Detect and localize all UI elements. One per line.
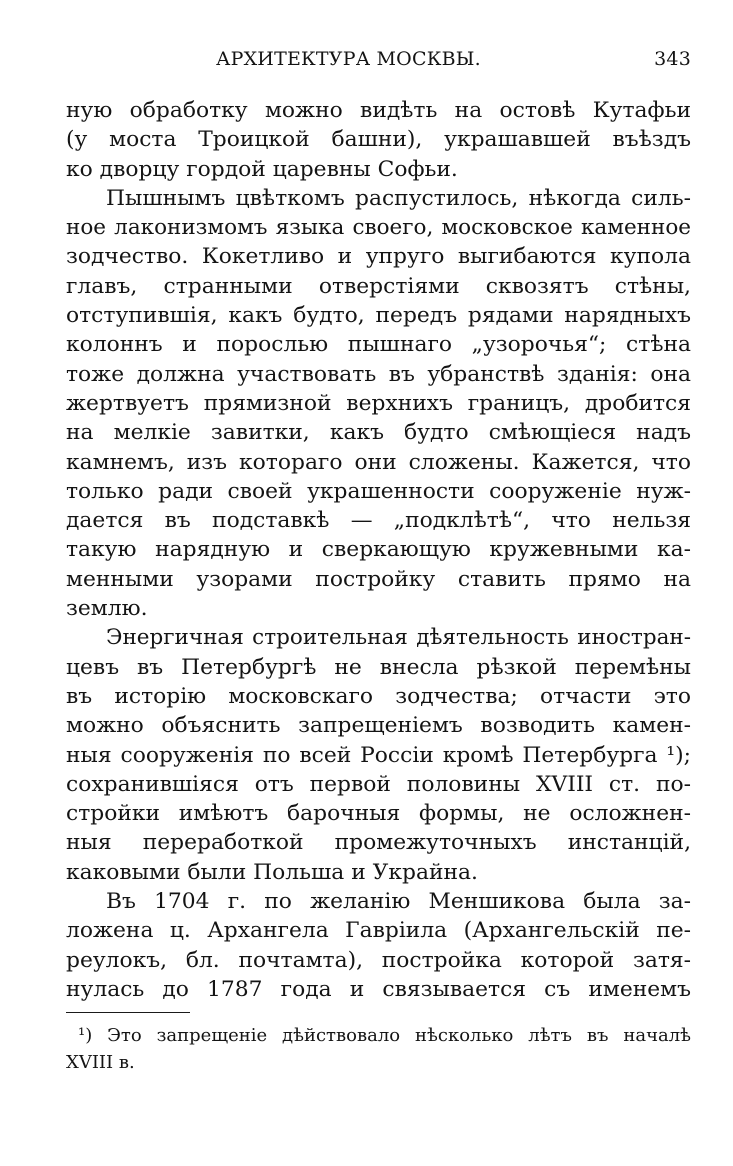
text-line: (у моста Троицкой башни), украшавшей въѣздъ <box>66 127 691 153</box>
text-line: цевъ въ Петербургѣ не внесла рѣзкой перемѣны <box>66 654 691 680</box>
text-line: менными узорами постройку ставить прямо на <box>66 566 691 592</box>
page-number: 343 <box>654 48 691 70</box>
text-line: дается въ подставкѣ — „подклѣтѣ“, что нельзя <box>66 508 691 534</box>
text-line: ныя переработкой промежуточныхъ инстанцій, <box>66 830 691 856</box>
text-line: камнемъ, изъ котораго они сложены. Кажется, что <box>66 449 691 475</box>
text-line: землю. <box>66 596 148 622</box>
text-line: можно объяснить запрещеніемъ возводить камен- <box>66 713 691 739</box>
text-line: реулокъ, бл. почтамта), постройка которой затя- <box>66 947 691 973</box>
text-line: ко дворцу гордой царевны Софьи. <box>66 156 458 182</box>
text-line: тоже должна участвовать въ убранствѣ зданія: она <box>66 361 691 387</box>
body-text <box>66 96 691 1004</box>
footnote <box>66 1022 691 1076</box>
text-line: каковыми были Польша и Украйна. <box>66 859 478 885</box>
text-line: сохранившіяся отъ первой половины XVIII ст. по- <box>66 771 691 797</box>
text-line: на мелкіе завитки, какъ будто смѣющіеся надъ <box>66 420 691 446</box>
text-line: нулась до 1787 года и связывается съ именемъ <box>66 976 691 1002</box>
text-line: ложена ц. Архангела Гавріила (Архангельскій пе- <box>66 918 691 944</box>
paragraph-first-line: Пышнымъ цвѣткомъ распустилось, нѣкогда силь- <box>106 185 691 211</box>
text-line: ныя сооруженія по всей Россіи кромѣ Петербурга ¹); <box>66 742 691 768</box>
footnote-line: ¹) Это запрещеніе дѣйствовало нѣсколько лѣтъ въ началѣ <box>78 1025 691 1046</box>
running-head <box>66 48 691 80</box>
footnote-divider <box>66 1012 190 1013</box>
running-title: АРХИТЕКТУРА МОСКВЫ. <box>216 48 481 70</box>
text-line: жертвуетъ прямизной верхнихъ границъ, дробится <box>66 390 691 416</box>
footnote-line: XVIII в. <box>66 1052 135 1073</box>
text-line: отступившія, какъ будто, передъ рядами нарядныхъ <box>66 303 691 329</box>
text-line: колоннъ и порослью пышнаго „узорочья“; стѣна <box>66 332 691 358</box>
text-line: ное лаконизмомъ языка своего, московское каменное <box>66 215 691 241</box>
text-line: главъ, странными отверстіями сквозятъ стѣны, <box>66 273 691 299</box>
paragraph-first-line: Энергичная строительная дѣятельность иностран- <box>106 625 691 651</box>
text-line: зодчество. Кокетливо и упруго выгибаются купола <box>66 244 691 270</box>
text-line: въ исторію московскаго зодчества; отчасти это <box>66 683 691 709</box>
paragraph-first-line: Въ 1704 г. по желанію Меншикова была за- <box>106 889 691 915</box>
text-line: только ради своей украшенности сооруженіе нуж- <box>66 478 691 504</box>
text-line: ную обработку можно видѣть на остовѣ Кутафьи <box>66 98 691 123</box>
text-line: стройки имѣютъ барочныя формы, не осложнен- <box>66 801 691 827</box>
text-line: такую нарядную и сверкающую кружевными ка- <box>66 537 691 563</box>
